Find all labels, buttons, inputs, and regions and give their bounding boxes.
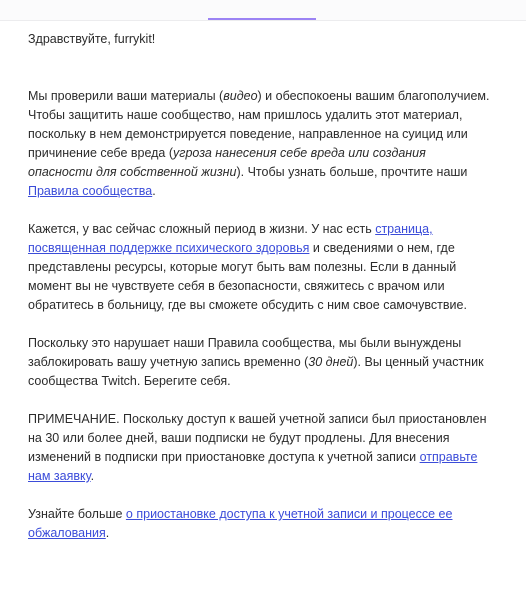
paragraph-learn-more: [28, 505, 493, 543]
paragraph-suspension: [28, 334, 493, 391]
p1-text-1: Мы проверили ваши материалы (: [28, 89, 224, 103]
paragraph-note-subscriptions: [28, 410, 493, 486]
p1-italic-reason: угроза нанесения себе вреда или создания опасности для собственной жизни: [28, 146, 426, 179]
p4-text-2: .: [90, 469, 95, 483]
paragraph-content-removed: [28, 87, 493, 201]
p4-text-1: ПРИМЕЧАНИЕ. Поскольку доступ к вашей учетной записи был приостановлен на 30 или более дней, ваши подписки не будут продлены. Для внесения изменений в подписки при приостановке доступа к учетной записи: [28, 412, 487, 464]
suspension-appeal-link[interactable]: о приостановке доступа к учетной записи и процессе ее обжалования: [28, 507, 453, 540]
p2-text-1: Кажется, у вас сейчас сложный период в жизни. У нас есть: [28, 222, 376, 236]
p3-text-1: Поскольку это нарушает наши Правила сообщества, мы были вынуждены заблокировать вашу учетную запись временно (: [28, 336, 462, 369]
p5-text-2: .: [105, 526, 110, 540]
p1-italic-content-type: видео: [223, 89, 258, 103]
submit-request-link[interactable]: отправьте нам заявку: [28, 450, 478, 483]
p2-text-2: и сведениями о нем, где представлены ресурсы, которые могут быть вам полезны. Если в данный момент вы не чувствуете себя в безопасности, свяжитесь с врачом или обратитесь в больницу, где вы сможете обсудить с ним свое самочувствие.: [28, 241, 467, 312]
p1-text-2: ) и обеспокоены вашим благополучием. Чтобы защитить наше сообщество, нам пришлось удалить этот материал, поскольку в нем демонстрируется поведение, направленное на суицид или причинение себе вреда (: [28, 89, 490, 160]
community-guidelines-link[interactable]: Правила сообщества: [28, 184, 153, 198]
greeting: Здравствуйте, furrykit!: [28, 32, 156, 46]
p3-text-2: ). Вы ценный участник сообщества Twitch. Берегите себя.: [28, 355, 484, 388]
p3-italic-duration: 30 дней: [308, 355, 354, 369]
p5-text-1: Узнайте больше: [28, 507, 126, 521]
email-body: [28, 30, 493, 562]
p1-text-4: .: [152, 184, 156, 198]
mental-health-page-link[interactable]: страница, посвященная поддержке психического здоровья: [28, 222, 433, 255]
header-accent-line: [208, 18, 316, 20]
paragraph-mental-health: [28, 220, 493, 315]
p1-text-3: ). Чтобы узнать больше, прочтите наши: [236, 165, 468, 179]
